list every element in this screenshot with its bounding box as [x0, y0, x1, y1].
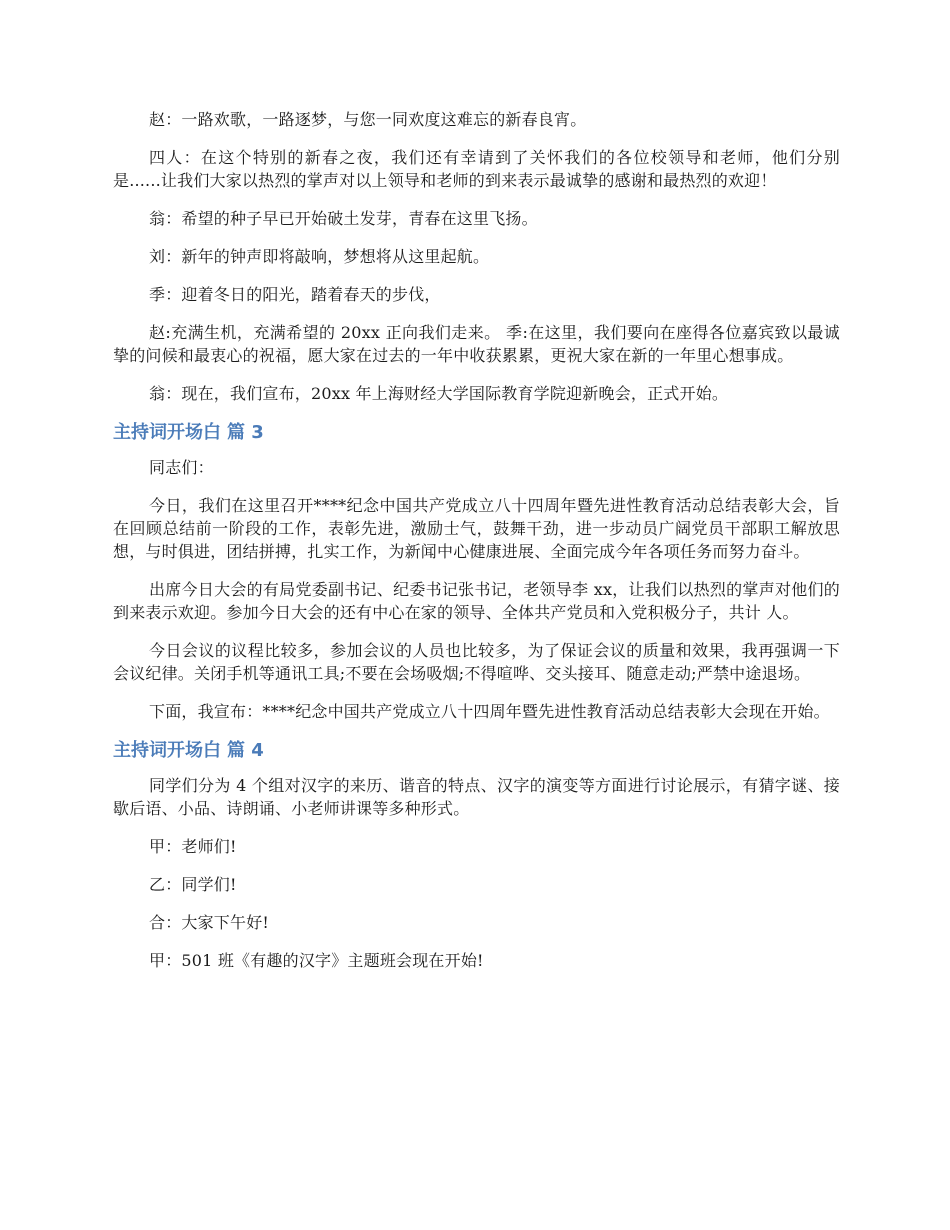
paragraph: 翁：现在，我们宣布，20xx 年上海财经大学国际教育学院迎新晚会，正式开始。	[149, 384, 729, 403]
paragraph: 甲：501 班《有趣的汉字》主题班会现在开始!	[149, 951, 484, 970]
paragraph: 今日，我们在这里召开****纪念中国共产党成立八十四周年暨先进性教育活动总结表彰大会，旨在回顾总结前一阶段的工作，表彰先进，激励士气，鼓舞干劲，进一步动员广阔党员干部职工解放思想，与时俱进，团结拼搏，扎实工作，为新闻中心健康进展、全面完成今年各项任务而努力奋斗。	[113, 496, 840, 561]
paragraph: 赵:充满生机，充满希望的 20xx 正向我们走来。 季:在这里，我们要向在座得各位嘉宾致以最诚挚的问候和最衷心的祝福，愿大家在过去的一年中收获累累，更祝大家在新的一年里心想事成。	[113, 323, 840, 365]
section-heading	[113, 738, 840, 764]
paragraph: 今日会议的议程比较多，参加会议的人员也比较多，为了保证会议的质量和效果，我再强调一下会议纪律。关闭手机等通讯工具;不要在会场吸烟;不得喧哗、交头接耳、随意走动;严禁中途退场。	[113, 641, 840, 683]
paragraph: 同志们：	[149, 458, 214, 477]
section-heading	[113, 420, 840, 446]
paragraph: 同学们分为 4 个组对汉字的来历、谐音的特点、汉字的演变等方面进行讨论展示，有猜字谜、接歇后语、小品、诗朗诵、小老师讲课等多种形式。	[113, 776, 840, 818]
paragraph: 乙：同学们!	[149, 875, 237, 894]
paragraph: 合：大家下午好!	[149, 913, 270, 932]
paragraph: 出席今日大会的有局党委副书记、纪委书记张书记，老领导李 xx，让我们以热烈的掌声对他们的到来表示欢迎。参加今日大会的还有中心在家的领导、全体共产党员和入党积极分子，共计 人。	[113, 580, 840, 622]
paragraph: 刘：新年的钟声即将敲响，梦想将从这里起航。	[149, 247, 490, 266]
section-4	[113, 738, 840, 972]
paragraph: 赵：一路欢歌，一路逐梦，与您一同欢度这难忘的新春良宵。	[149, 110, 587, 129]
section-3	[113, 420, 840, 723]
paragraph: 甲：老师们!	[149, 837, 237, 856]
section-heading-number: 篇 3	[227, 422, 264, 443]
section-continued	[113, 108, 840, 405]
paragraph: 翁：希望的种子早已开始破土发芽，青春在这里飞扬。	[149, 209, 538, 228]
section-heading-title: 主持词开场白	[113, 422, 221, 443]
paragraph: 下面，我宣布：****纪念中国共产党成立八十四周年暨先进性教育活动总结表彰大会现在开始。	[149, 702, 830, 721]
section-heading-number: 篇 4	[227, 740, 264, 761]
paragraph: 季：迎着冬日的阳光，踏着春天的步伐，	[149, 285, 441, 304]
document-page	[113, 108, 840, 987]
paragraph: 四人：在这个特别的新春之夜，我们还有幸请到了关怀我们的各位校领导和老师，他们分别是......让我们大家以热烈的掌声对以上领导和老师的到来表示最诚挚的感谢和最热烈的欢迎！	[113, 148, 840, 190]
section-heading-title: 主持词开场白	[113, 740, 221, 761]
